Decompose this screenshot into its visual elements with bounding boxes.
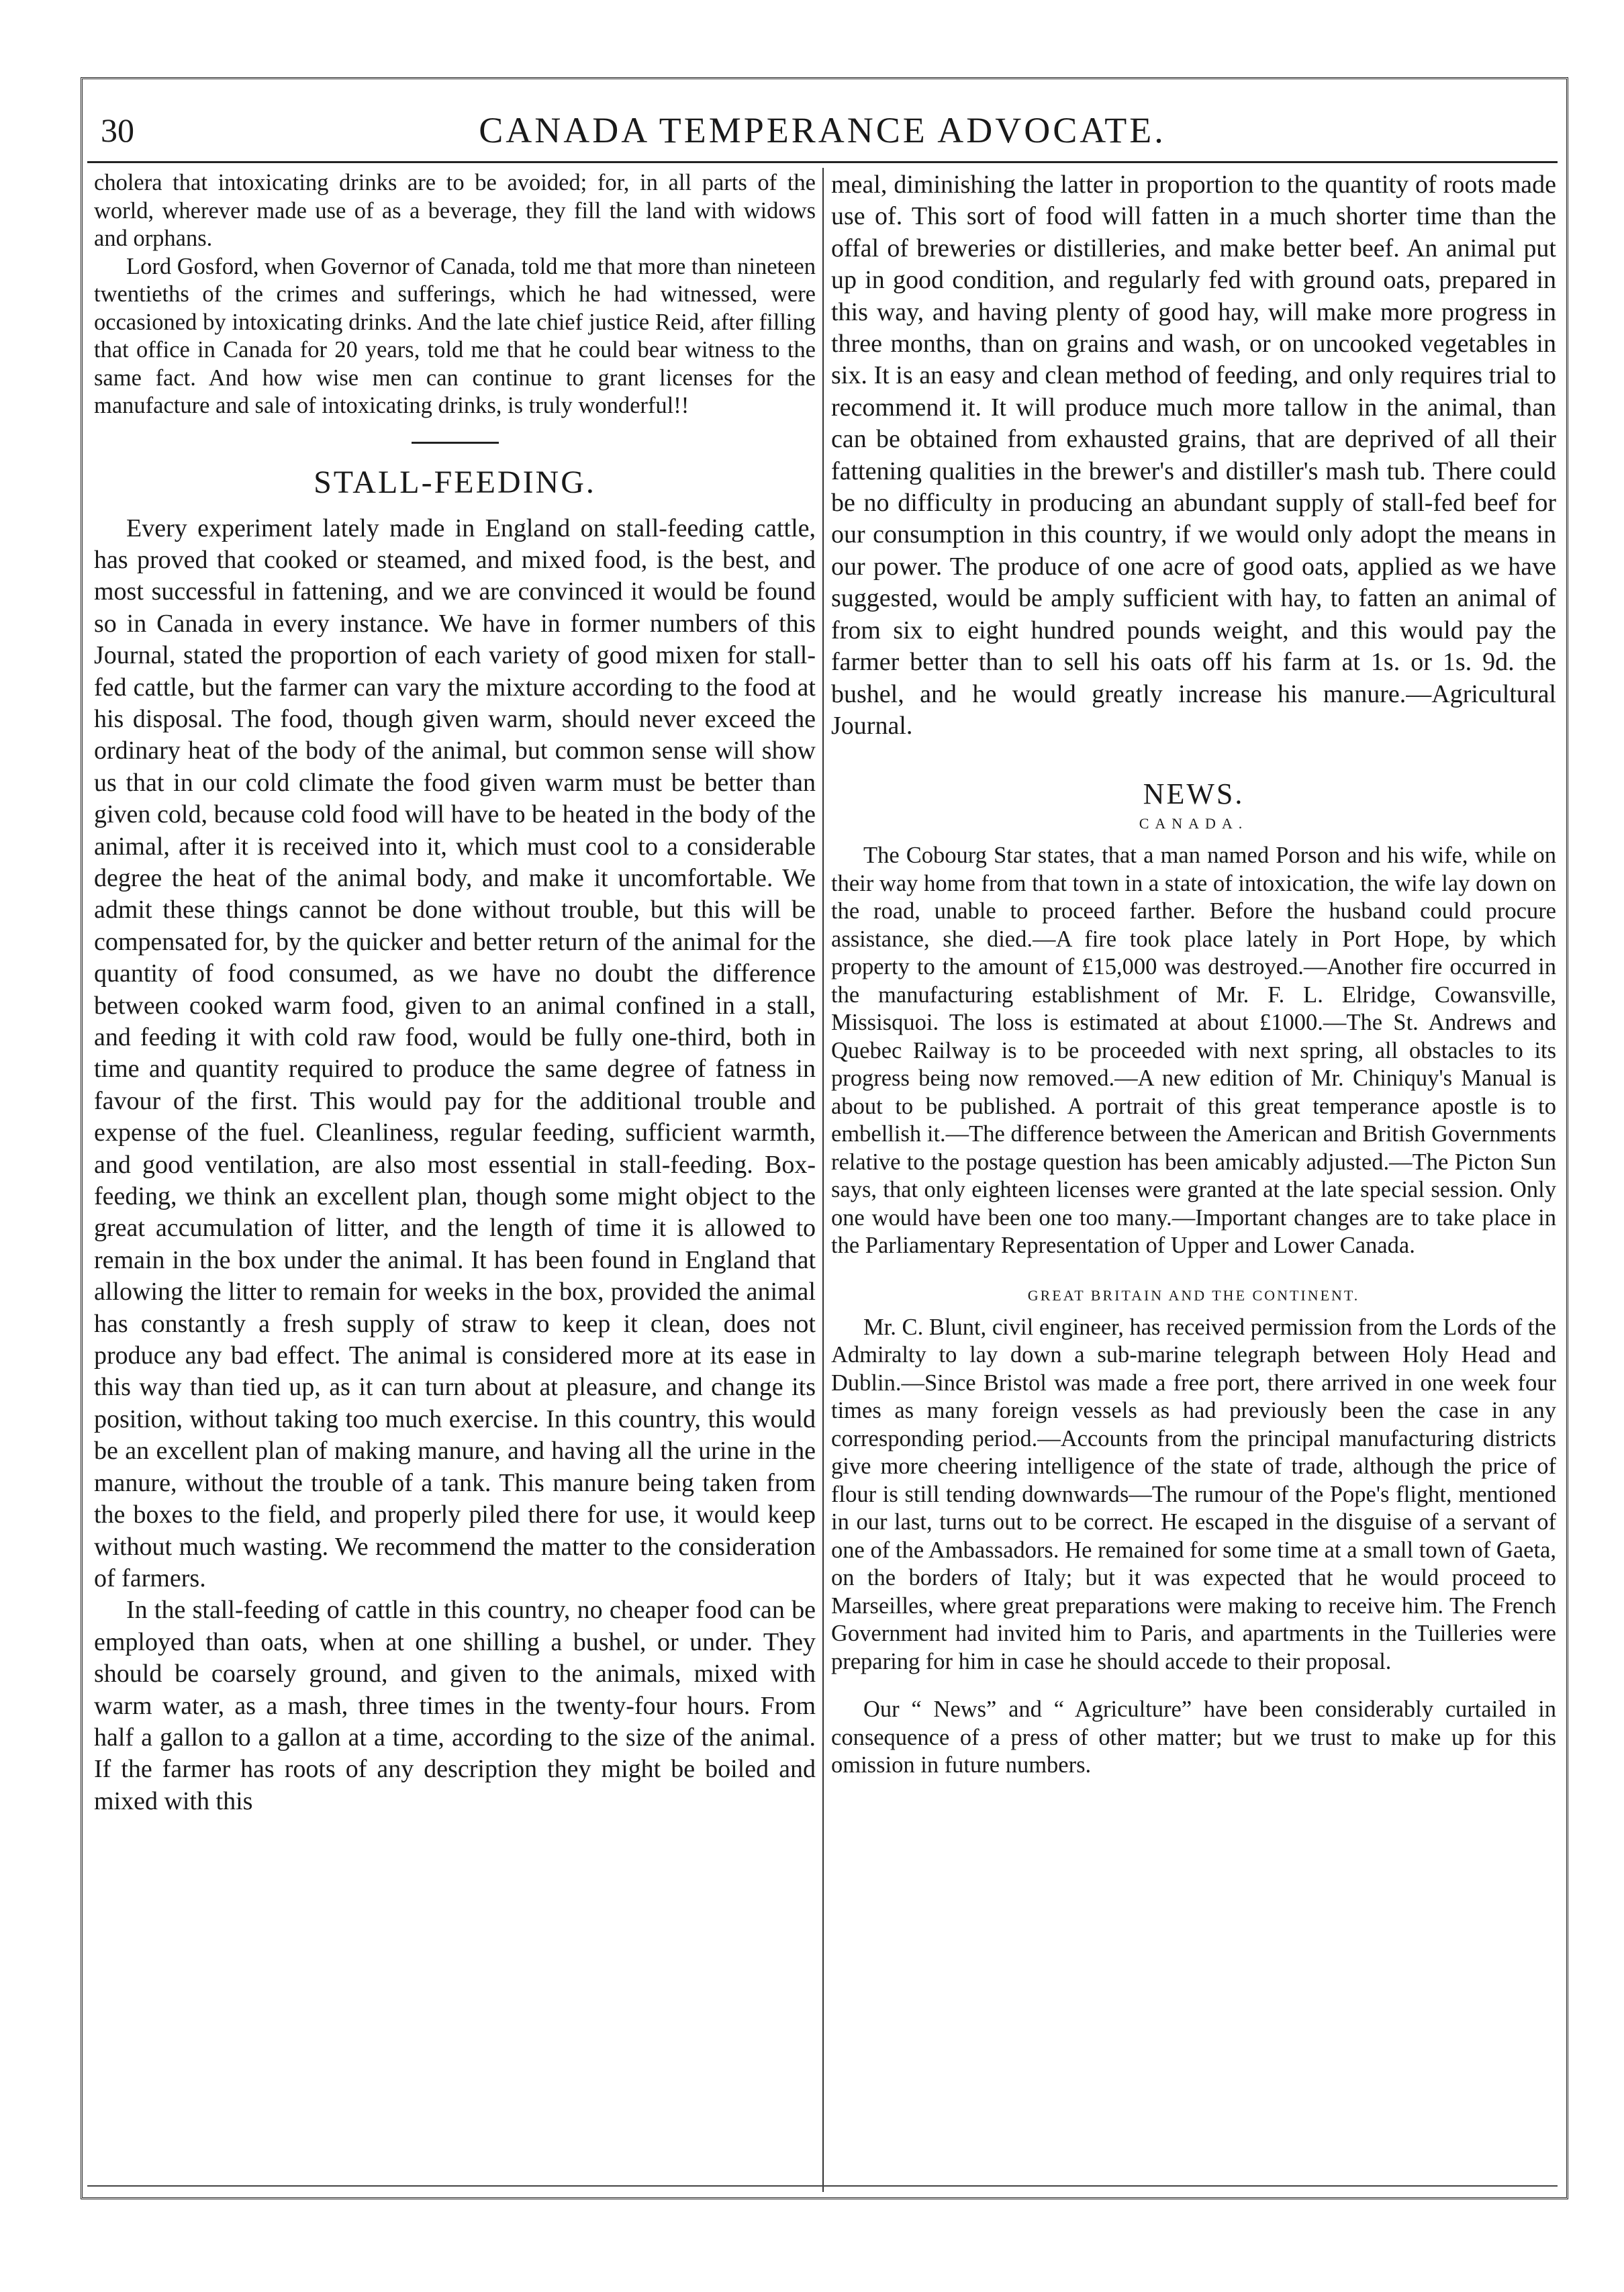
subheading-canada: CANADA. — [1139, 815, 1249, 832]
right-column — [831, 169, 1556, 1780]
section-title-news: NEWS. — [1143, 777, 1245, 811]
paragraph-gosford: Lord Gosford, when Governor of Canada, told me that more than nineteen twentieths of the crimes and sufferings, which he had witnessed, were occasioned by intoxicating drinks. And the late chief justice Reid, after filling that office in Canada for 20 years, told me that he could bear witness to the same fact. And how wise men can continue to grant licenses for the manufacture and sale of intoxicating drinks, is truly wonderful!! — [94, 253, 816, 418]
subheading-great-britain: GREAT BRITAIN AND THE CONTINENT. — [1027, 1286, 1360, 1304]
column-divider — [822, 168, 824, 2192]
publication-title: CANADA TEMPERANCE ADVOCATE. — [479, 110, 1166, 150]
section-title-stall-feeding: STALL-FEEDING. — [314, 464, 596, 500]
footer-rule — [87, 2185, 1558, 2187]
paragraph-britain-news: Mr. C. Blunt, civil engineer, has received permission from the Lords of the Admiralty to lay down a sub-marine telegraph between Holy Head and Dublin.—Since Bristol was made a free port, there arrived in one week four times as many foreign vessels as had previously been the case in any corresponding period.—Accounts from the principal manufacturing districts give more cheering intelligence of the state of trade, although the price of flour is still tending downwards—The rumour of the Pope's flight, mentioned in our last, turns out to be correct. He escaped in the disguise of a servant of one of the Ambassadors. He remained for some time at a small town of Gaeta, on the borders of Italy; but it was expected that he would proceed to Marseilles, where great preparations were making to receive him. The French Government had invited him to Paris, and apartments in the Tuilleries were preparing for him in case he should accede to their proposal. — [831, 1314, 1556, 1674]
paragraph-cholera: cholera that intoxicating drinks are to be avoided; for, in all parts of the world, wherever made use of as a beverage, they fill the land with widows and orphans. — [94, 170, 816, 251]
paragraph-stall-feeding-cont: meal, diminishing the latter in proportion to the quantity of roots made use of. This sort of food will fatten in a much shorter time than the offal of breweries or distilleries, and make better beef. An animal put up in good condition, and regularly fed with ground oats, prepared in this way, and having plenty of good hay, will make more progress in three months, than on grains and wash, or on uncooked vegetables in six. It is an easy and clean method of feeding, and only requires trial to recommend it. It will produce much more tallow in the animal, than can be obtained from exhausted grains, that are deprived of all their fattening qualities in the brewer's and distiller's mash tub. There could be no difficulty in producing an abundant supply of stall-fed beef for our consumption in this country, if we would only adopt the means in our power. The produce of one acre of good oats, applied as we have suggested, would be amply sufficient with hay, to fatten an animal of from six to eight hundred pounds weight, and this would pay the farmer better than to sell his oats off his farm at 1s. or 1s. 9d. the bushel, and he would greatly increase his manure.—Agricultural Journal. — [831, 171, 1556, 740]
page-number: 30 — [101, 111, 134, 149]
paragraph-editorial-notice: Our “ News” and “ Agriculture” have been considerably curtailed in consequence of a press of other matter; but we trust to make up for this omission in future numbers. — [831, 1697, 1556, 1778]
paragraph-stall-feeding-1: Every experiment lately made in England on stall-feeding cattle, has proved that cooked or steamed, and mixed food, is the best, and most successful in fattening, and we are convinced it would be found so in Canada in every instance. We have in former numbers of this Journal, stated the proportion of each variety of good mixen for stall-fed cattle, but the farmer can vary the mixture according to the food at his disposal. The food, though given warm, should never exceed the ordinary heat of the body of the animal, but common sense will show us that in our cold climate the food given warm must be better than given cold, because cold food will have to be heated in the body of the animal, after it is received into it, which must cool to a considerable degree the heat of the animal body, and make it uncomfortable. We admit these things cannot be done without trouble, but this will be compensated for, by the quicker and better return of the animal for the quantity of food consumed, as we have no doubt the difference between cooked warm food, given to an animal confined in a stall, and feeding it with cold raw food, would be fully one-third, both in time and quantity required to produce the same degree of fatness in favour of the first. This would pay for the additional trouble and expense of the fuel. Cleanliness, regular feeding, sufficient warmth, and good ventilation, are also most essential in stall-feeding. Box-feeding, we think an excellent plan, though some might object to the great accumulation of litter, and the length of time it is allowed to remain in the box under the animal. It has been found in England that allowing the litter to remain for weeks in the box, provided the animal has constantly a fresh supply of straw to keep it clean, does not produce any bad effect. The animal is considered more at its ease in this way than tied up, as it can turn about at pleasure, and change its position, without taking too much exercise. In this country, this would be an excellent plan of making manure, and having all the urine in the manure, without the trouble of a tank. This manure being taken from the boxes to the field, and properly piled there for use, it would keep without much wasting. We recommend the matter to the consideration of farmers. — [94, 514, 816, 1592]
left-column — [94, 169, 816, 1817]
section-divider — [412, 442, 499, 444]
page-header — [87, 91, 1558, 163]
paragraph-canada-news: The Cobourg Star states, that a man named Porson and his wife, while on their way home from that town in a state of intoxication, the wife lay down on the road, unable to proceed farther. Before the husband could procure assistance, she died.—A fire took place lately in Port Hope, by which property to the amount of £15,000 was destroyed.—Another fire occurred in the manufacturing establishment of Mr. F. L. Elridge, Cowansville, Missisquoi. The loss is estimated at about £1000.—The St. Andrews and Quebec Railway is to be proceeded with next spring, all obstacles to its progress being now removed.—A new edition of Mr. Chiniquy's Manual is about to be published. A portrait of this great temperance apostle is to embellish it.—The difference between the American and British Governments relative to the postage question has been amicably adjusted.—The Picton Sun says, that only eighteen licenses were granted at the late special session. Only one would have been one too many.—Important changes are to take place in the Parliamentary Representation of Upper and Lower Canada. — [831, 843, 1556, 1259]
paragraph-stall-feeding-2: In the stall-feeding of cattle in this country, no cheaper food can be employed than oats, when at one shilling a bushel, or under. They should be coarsely ground, and given to the animals, mixed with warm water, as a mash, three times in the twenty-four hours. From half a gallon to a gallon at a time, according to the size of the animal. If the farmer has roots of any description they might be boiled and mixed with this — [94, 1596, 816, 1815]
